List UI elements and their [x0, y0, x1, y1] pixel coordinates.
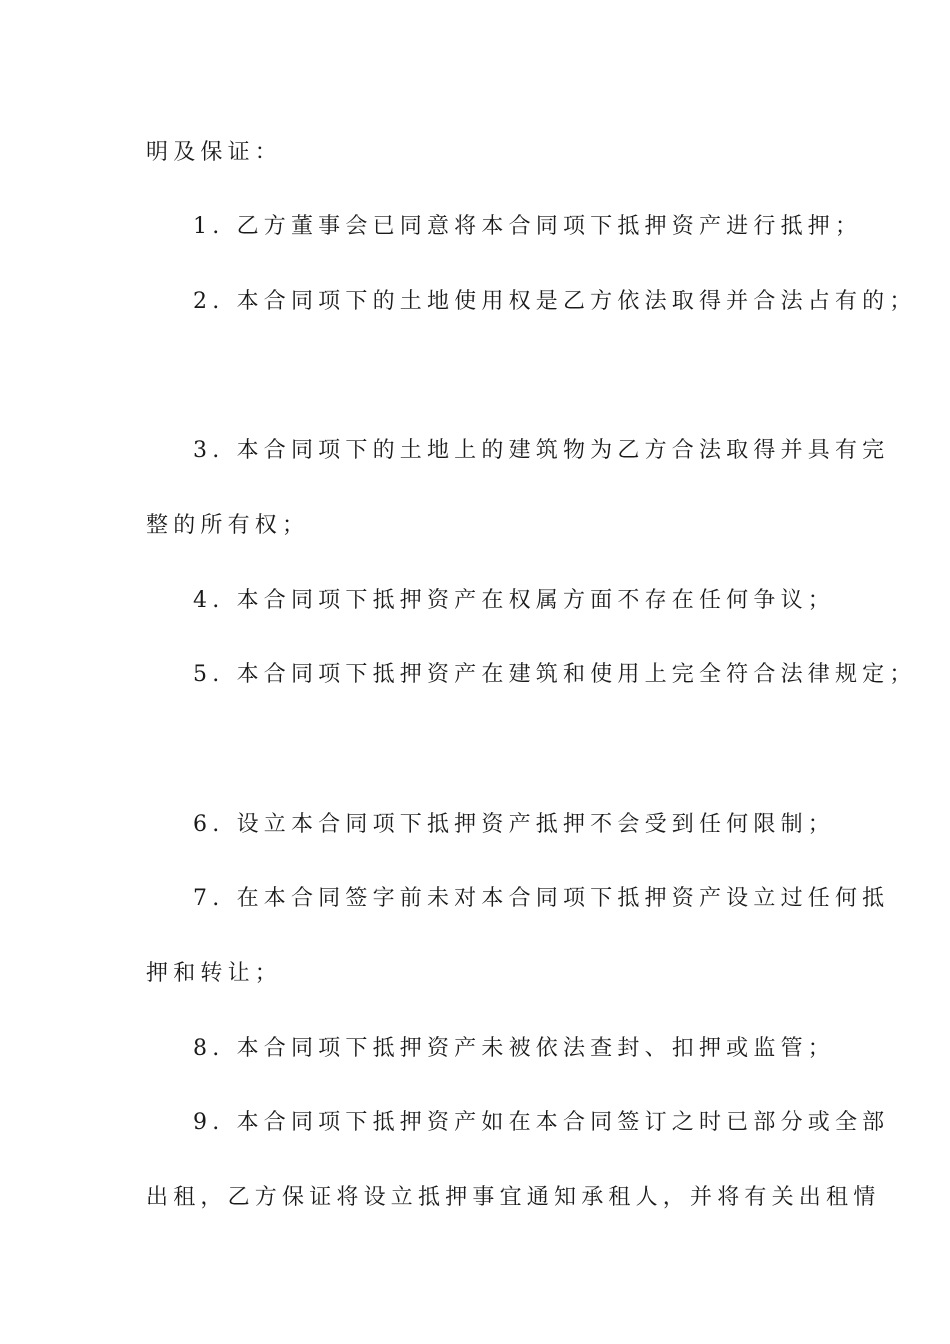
list-item-1: 1. 乙方董事会已同意将本合同项下抵押资产进行抵押；	[193, 214, 863, 239]
list-item-4: 4. 本合同项下抵押资产在权属方面不存在任何争议；	[193, 588, 835, 613]
list-item-9-continued: 出租，乙方保证将设立抵押事宜通知承租人，并将有关出租情	[146, 1185, 881, 1210]
list-item-9: 9. 本合同项下抵押资产如在本合同签订之时已部分或全部	[193, 1110, 890, 1135]
list-item-8: 8. 本合同项下抵押资产未被依法查封、扣押或监管；	[193, 1036, 835, 1061]
list-item-3: 3. 本合同项下的土地上的建筑物为乙方合法取得并具有完	[193, 438, 890, 463]
list-item-2: 2. 本合同项下的土地使用权是乙方依法取得并合法占有的；	[193, 289, 917, 314]
list-item-5: 5. 本合同项下抵押资产在建筑和使用上完全符合法律规定；	[193, 662, 917, 687]
list-item-3-continued: 整的所有权；	[146, 513, 310, 538]
list-item-7-continued: 押和转让；	[146, 961, 283, 986]
list-item-6: 6. 设立本合同项下抵押资产抵押不会受到任何限制；	[193, 812, 835, 837]
list-item-7: 7. 在本合同签字前未对本合同项下抵押资产设立过任何抵	[193, 886, 890, 911]
paragraph-line: 明及保证：	[146, 140, 283, 165]
